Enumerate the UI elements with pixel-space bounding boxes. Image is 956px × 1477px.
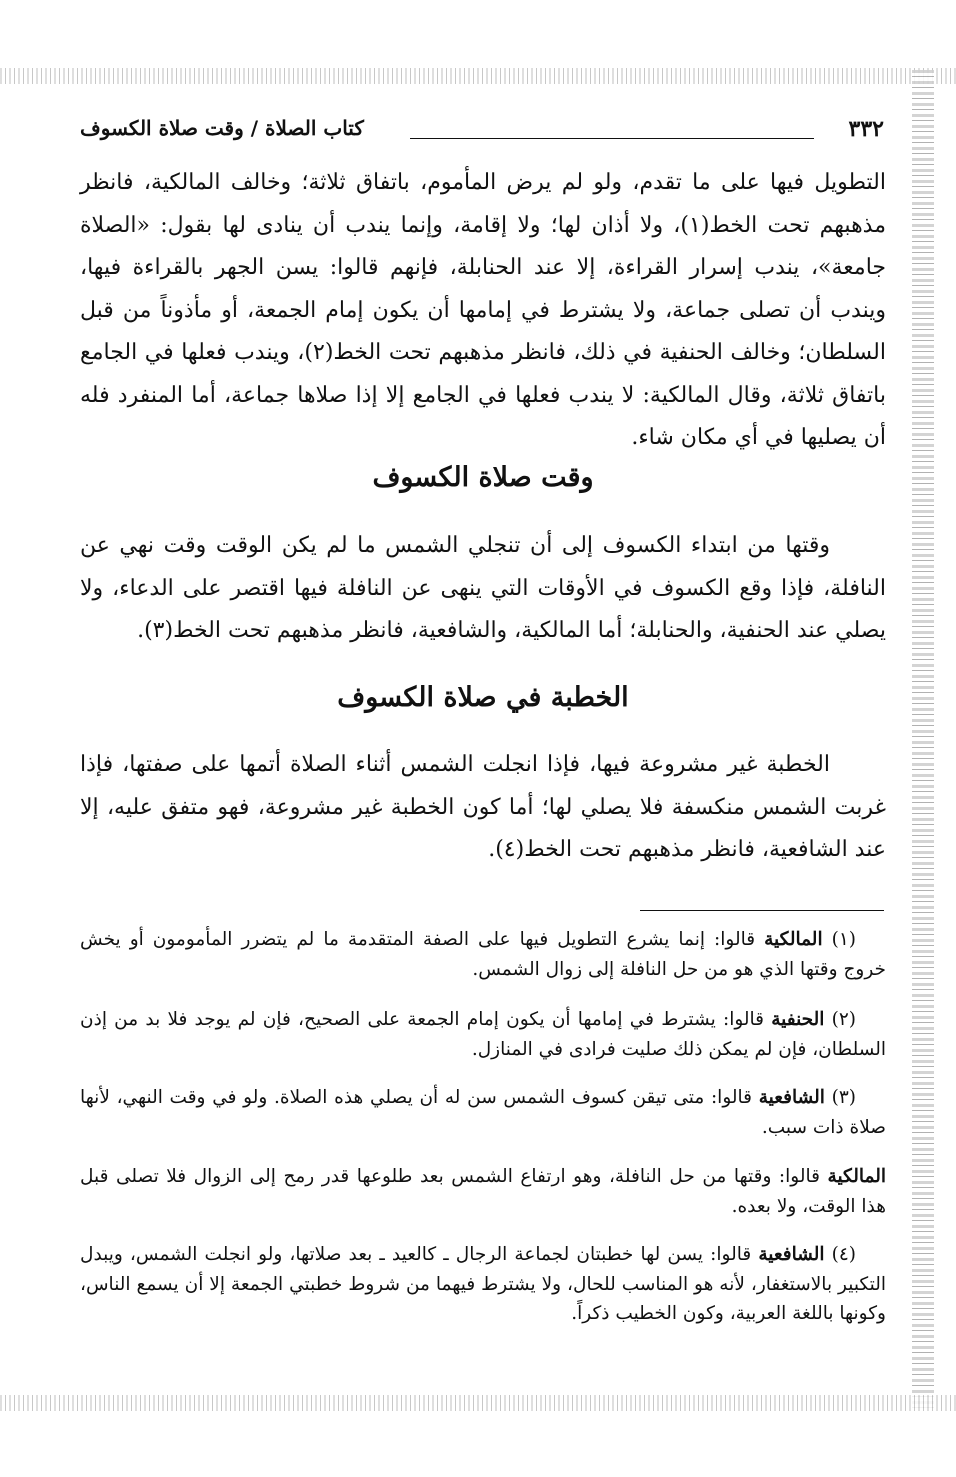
- body-paragraph-eclipse-time: وقتها من ابتداء الكسوف إلى أن تنجلي الشمس ما لم يكن الوقت وقت نهي عن النافلة، فإذا وقع الكسوف في الأوقات التي ينهى عن النافلة فيها اقتصر على الدعاء، ولا يصلي عند الحنفية، والحنابلة؛ أما المالكية، والشافعية، فانظر مذهبهم تحت الخط(٣).: [80, 533, 886, 643]
- section-heading-sermon: الخطبة في صلاة الكسوف: [337, 682, 629, 713]
- body-paragraph-sermon: الخطبة غير مشروعة فيها، فإذا انجلت الشمس أثناء الصلاة أتمها على صفتها، فإذا غربت الشمس منكسفة فلا يصلي لها؛ أما كون الخطبة غير مشروعة، فهو متفق عليه، إلا عند الشافعية، فانظر مذهبهم تحت الخط(٤).: [80, 752, 886, 862]
- footnote-school: المالكية: [764, 929, 823, 950]
- page-header: [80, 116, 884, 150]
- footnote-2: (٢) الحنفية قالوا: يشترط في إمامها أن يكون إمام الجمعة على الصحيح، فإن لم يوجد فلا بد من إذن السلطان، فإن لم يمكن ذلك صليت فرادى في المنازل.: [80, 1009, 886, 1060]
- body-paragraph-1: التطويل فيها على ما تقدم، ولو لم يرض المأموم، باتفاق ثلاثة؛ وخالف المالكية، فانظر مذهبهم تحت الخط(١)، ولا أذان لها؛ ولا إقامة، وإنما يندب أن ينادى لها بقول: «الصلاة جامعة»، يندب إسرار القراءة، إلا عند الحنابلة، فإنهم قالوا: يسن الجهر بالقراءة فيها، ويندب أن تصلى جماعة، ولا يشترط في إمامها أن يكون إمام الجمعة، أو مأذوناً من قبل السلطان؛ وخالف الحنفية في ذلك، فانظر مذهبهم تحت الخط(٢)، ويندب فعلها في الجامع باتفاق ثلاثة، وقال المالكية: لا يندب فعلها في الجامع إلا إذا صلاها جماعة، أما المنفرد فله أن يصليها في أي مكان شاء.: [80, 170, 887, 450]
- decorative-border-bottom: [0, 1395, 956, 1411]
- decorative-border-top: [0, 68, 956, 84]
- footnote-school: الشافعية: [758, 1087, 825, 1108]
- section-heading-eclipse-time: وقت صلاة الكسوف: [372, 462, 594, 493]
- decorative-border-right: [912, 70, 934, 1410]
- running-title: كتاب الصلاة / وقت صلاة الكسوف: [80, 116, 364, 140]
- footnote-1: (١) المالكية قالوا: إنما يشرع التطويل فيها على الصفة المتقدمة ما لم يتضرر المأمومون أو يخش خروج وقتها الذي هو من حل النافلة إلى زوال الشمس.: [80, 929, 886, 980]
- footnote-separator: [640, 910, 884, 911]
- footnote-3: (٣) الشافعية قالوا: متى تيقن كسوف الشمس سن له أن يصلي هذه الصلاة. ولو في وقت النهي، لأنها صلاة ذات سبب.: [80, 1087, 886, 1138]
- footnote-4: (٤) الشافعية قالوا: يسن لها خطبتان لجماعة الرجال ـ كالعيد ـ بعد صلاتها، ولو انجلت الشمس، ويبدل التكبير بالاستغفار، لأنه هو المناسب للحال، ولا يشترط فيهما من شروط خطبتي الجمعة إلا أن يسمع الناس، وكونها باللغة العربية، وكون الخطيب ذكراً.: [80, 1244, 886, 1324]
- footnote-school: المالكية: [827, 1166, 886, 1187]
- footnote-school: الشافعية: [758, 1244, 825, 1265]
- footnote-school: الحنفية: [771, 1009, 825, 1030]
- footnote-3-continued: المالكية قالوا: وقتها من حل النافلة، وهو ارتفاع الشمس بعد طلوعها قدر رمح إلى الزوال فلا تصلى قبل هذا الوقت، ولا بعده.: [80, 1166, 886, 1217]
- page-number: ٣٣٢: [848, 116, 884, 142]
- header-rule: [410, 138, 814, 139]
